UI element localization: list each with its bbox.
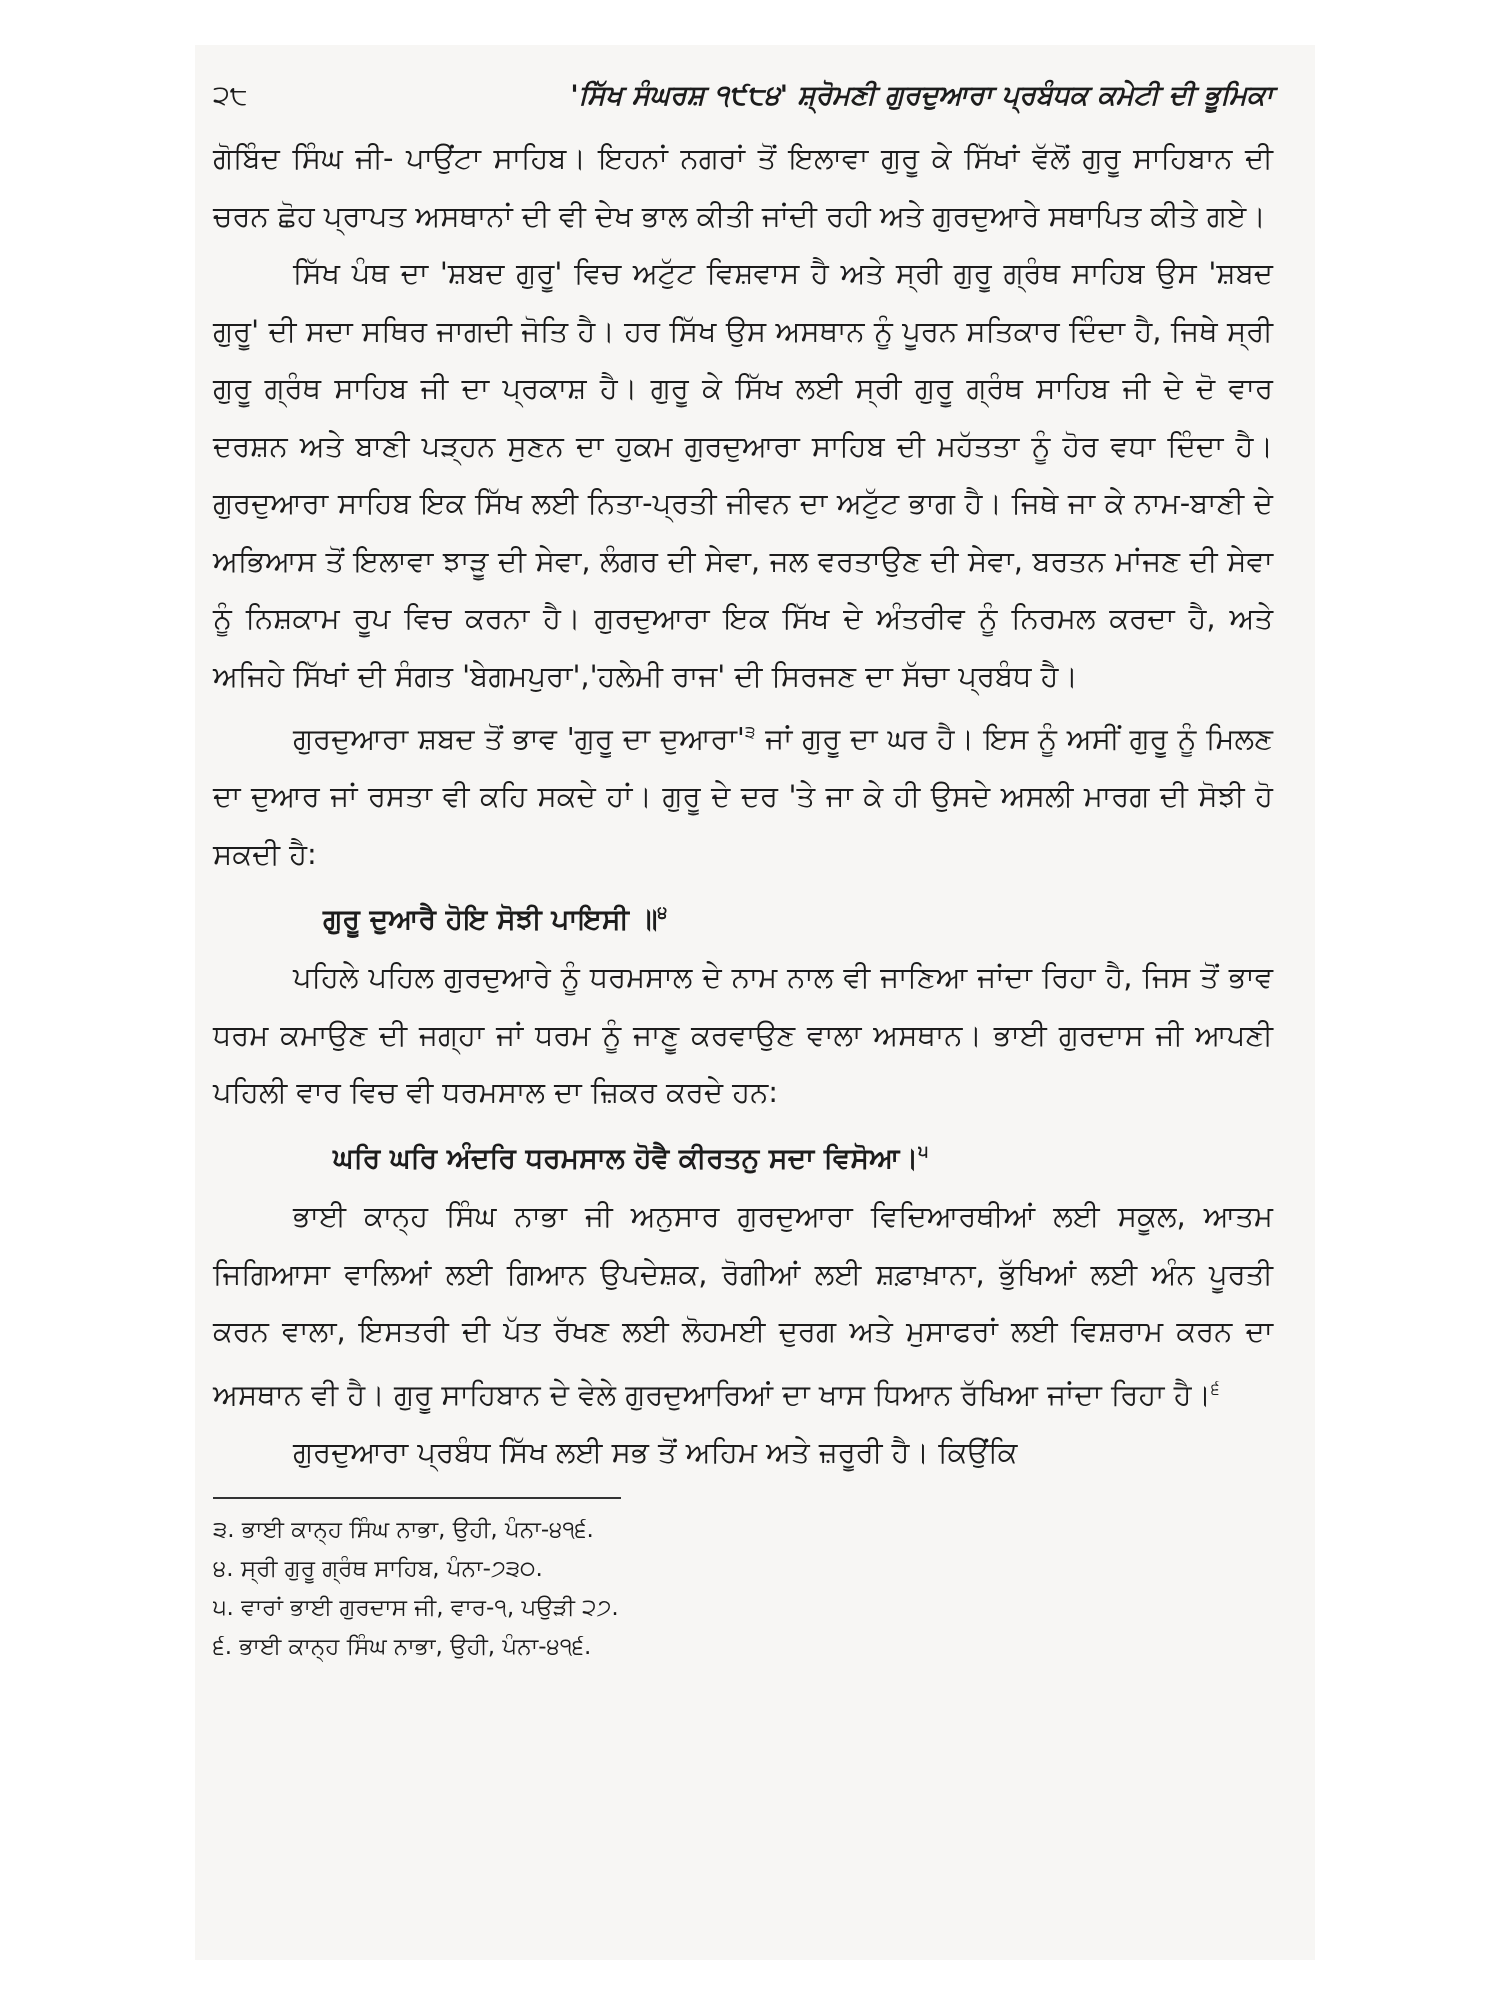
footnote-ref-6: ੬ [1211,1378,1220,1399]
footnote-ref-4: ੪ [657,903,668,924]
footnote-6: ੬. ਭਾਈ ਕਾਨ੍ਹ ਸਿੰਘ ਨਾਭਾ, ਉਹੀ, ਪੰਨਾ-੪੧੬. [213,1634,592,1661]
quote-2-text: ਘਰਿ ਘਰਿ ਅੰਦਰਿ ਧਰਮਸਾਲ ਹੋਵੈ ਕੀਰਤਨੁ ਸਦਾ ਵਿਸੋਆ। [333,1141,919,1175]
paragraph-3-text-b: ਜਾਂ ਗੁਰੂ ਦਾ ਘਰ ਹੈ। ਇਸ ਨੂੰ ਅਸੀਂ ਗੁਰੂ ਨੂੰ ਮਿਲਣ ਦਾ ਦੁਆਰ ਜਾਂ ਰਸਤਾ ਵੀ ਕਹਿ ਸਕਦੇ ਹਾਂ। ਗੁਰੂ ਦੇ ਦਰ 'ਤੇ ਜਾ ਕੇ ਹੀ ਉਸਦੇ ਅਸਲੀ ਮਾਰਗ ਦੀ ਸੋਝੀ ਹੋ ਸਕਦੀ ਹੈ: [213,721,1274,871]
running-header [213,70,1273,130]
running-title: 'ਸਿੱਖ ਸੰਘਰਸ਼ ੧੯੮੪' ਸ਼੍ਰੋਮਣੀ ਗੁਰਦੁਆਰਾ ਪ੍ਰਬੰਧਕ ਕਮੇਟੀ ਦੀ ਭੂਮਿਕਾ [570,80,1273,111]
footnote-3: ੩. ਭਾਈ ਕਾਨ੍ਹ ਸਿੰਘ ਨਾਭਾ, ਉਹੀ, ਪੰਨਾ-੪੧੬. [213,1517,594,1544]
paragraph-6: ਗੁਰਦੁਆਰਾ ਪ੍ਰਬੰਧ ਸਿੱਖ ਲਈ ਸਭ ਤੋਂ ਅਹਿਮ ਅਤੇ ਜ਼ਰੂਰੀ ਹੈ। ਕਿਉਂਕਿ [293,1434,1018,1469]
scripture-quote-1 [213,883,1273,949]
quote-1-text: ਗੁਰੂ ਦੁਆਰੈ ਹੋਇ ਸੋਝੀ ਪਾਇਸੀ ॥ [323,902,658,936]
paragraph-3-text-a: ਗੁਰਦੁਆਰਾ ਸ਼ਬਦ ਤੋਂ ਭਾਵ 'ਗੁਰੂ ਦਾ ਦੁਆਰਾ' [293,721,745,756]
footnote-4: ੪. ਸ੍ਰੀ ਗੁਰੂ ਗ੍ਰੰਥ ਸਾਹਿਬ, ਪੰਨਾ-੭੩੦. [213,1556,543,1583]
page-number: ੨੮ [213,80,248,111]
paragraph-5-text: ਭਾਈ ਕਾਨ੍ਹ ਸਿੰਘ ਨਾਭਾ ਜੀ ਅਨੁਸਾਰ ਗੁਰਦੁਆਰਾ ਵਿਦਿਆਰਥੀਆਂ ਲਈ ਸਕੂਲ, ਆਤਮ ਜਿਗਿਆਸਾ ਵਾਲਿਆਂ ਲਈ ਗਿਆਨ ਉਪਦੇਸ਼ਕ, ਰੋਗੀਆਂ ਲਈ ਸ਼ਫ਼ਾਖ਼ਾਨਾ, ਭੁੱਖਿਆਂ ਲਈ ਅੰਨ ਪੂਰਤੀ ਕਰਨ ਵਾਲਾ, ਇਸਤਰੀ ਦੀ ਪੱਤ ਰੱਖਣ ਲਈ ਲੋਹਮਈ ਦੁਰਗ ਅਤੇ ਮੁਸਾਫਰਾਂ ਲਈ ਵਿਸ਼ਰਾਮ ਕਰਨ ਦਾ ਅਸਥਾਨ ਵੀ ਹੈ। ਗੁਰੂ ਸਾਹਿਬਾਨ ਦੇ ਵੇਲੇ ਗੁਰਦੁਆਰਿਆਂ ਦਾ ਖਾਸ ਧਿਆਨ ਰੱਖਿਆ ਜਾਂਦਾ ਰਿਹਾ ਹੈ। [213,1199,1273,1412]
paragraph-2: ਸਿੱਖ ਪੰਥ ਦਾ 'ਸ਼ਬਦ ਗੁਰੂ' ਵਿਚ ਅਟੁੱਟ ਵਿਸ਼ਵਾਸ ਹੈ ਅਤੇ ਸ੍ਰੀ ਗੁਰੂ ਗ੍ਰੰਥ ਸਾਹਿਬ ਉਸ 'ਸ਼ਬਦ ਗੁਰੂ' ਦੀ ਸਦਾ ਸਥਿਰ ਜਾਗਦੀ ਜੋਤਿ ਹੈ। ਹਰ ਸਿੱਖ ਉਸ ਅਸਥਾਨ ਨੂੰ ਪੂਰਨ ਸਤਿਕਾਰ ਦਿੰਦਾ ਹੈ, ਜਿਥੇ ਸ੍ਰੀ ਗੁਰੂ ਗ੍ਰੰਥ ਸਾਹਿਬ ਜੀ ਦਾ ਪ੍ਰਕਾਸ਼ ਹੈ। ਗੁਰੂ ਕੇ ਸਿੱਖ ਲਈ ਸ੍ਰੀ ਗੁਰੂ ਗ੍ਰੰਥ ਸਾਹਿਬ ਜੀ ਦੇ ਦੋ ਵਾਰ ਦਰਸ਼ਨ ਅਤੇ ਬਾਣੀ ਪੜ੍ਹਨ ਸੁਣਨ ਦਾ ਹੁਕਮ ਗੁਰਦੁਆਰਾ ਸਾਹਿਬ ਦੀ ਮਹੱਤਤਾ ਨੂੰ ਹੋਰ ਵਧਾ ਦਿੰਦਾ ਹੈ। ਗੁਰਦੁਆਰਾ ਸਾਹਿਬ ਇਕ ਸਿੱਖ ਲਈ ਨਿਤਾ-ਪ੍ਰਤੀ ਜੀਵਨ ਦਾ ਅਟੁੱਟ ਭਾਗ ਹੈ। ਜਿਥੇ ਜਾ ਕੇ ਨਾਮ-ਬਾਣੀ ਦੇ ਅਭਿਆਸ ਤੋਂ ਇਲਾਵਾ ਝਾੜੂ ਦੀ ਸੇਵਾ, ਲੰਗਰ ਦੀ ਸੇਵਾ, ਜਲ ਵਰਤਾਉਣ ਦੀ ਸੇਵਾ, ਬਰਤਨ ਮਾਂਜਣ ਦੀ ਸੇਵਾ ਨੂੰ ਨਿਸ਼ਕਾਮ ਰੂਪ ਵਿਚ ਕਰਨਾ ਹੈ। ਗੁਰਦੁਆਰਾ ਇਕ ਸਿੱਖ ਦੇ ਅੰਤਰੀਵ ਨੂੰ ਨਿਰਮਲ ਕਰਦਾ ਹੈ, ਅਤੇ ਅਜਿਹੇ ਸਿੱਖਾਂ ਦੀ ਸੰਗਤ 'ਬੇਗਮਪੁਰਾ','ਹਲੇਮੀ ਰਾਜ' ਦੀ ਸਿਰਜਣ ਦਾ ਸੱਚਾ ਪ੍ਰਬੰਧ ਹੈ। [213,256,1273,693]
paragraph-4: ਪਹਿਲੇ ਪਹਿਲ ਗੁਰਦੁਆਰੇ ਨੂੰ ਧਰਮਸਾਲ ਦੇ ਨਾਮ ਨਾਲ ਵੀ ਜਾਣਿਆ ਜਾਂਦਾ ਰਿਹਾ ਹੈ, ਜਿਸ ਤੋਂ ਭਾਵ ਧਰਮ ਕਮਾਉਣ ਦੀ ਜਗ੍ਹਾ ਜਾਂ ਧਰਮ ਨੂੰ ਜਾਣੂ ਕਰਵਾਉਣ ਵਾਲਾ ਅਸਥਾਨ। ਭਾਈ ਗੁਰਦਾਸ ਜੀ ਆਪਣੀ ਪਹਿਲੀ ਵਾਰ ਵਿਚ ਵੀ ਧਰਮਸਾਲ ਦਾ ਜ਼ਿਕਰ ਕਰਦੇ ਹਨ: [213,960,1273,1110]
footnote-ref-5: ੫ [918,1141,929,1162]
scripture-quote-2 [213,1122,1273,1188]
paragraph-5 [213,1188,1273,1424]
page-content [213,70,1273,1667]
footnote-divider [213,1497,621,1499]
footnote-ref-3: ੩ [744,723,756,743]
footnote-5: ੫. ਵਾਰਾਂ ਭਾਈ ਗੁਰਦਾਸ ਜੀ, ਵਾਰ-੧, ਪਉੜੀ ੨੭. [213,1595,619,1622]
paragraph-3 [213,705,1273,883]
paragraph-1: ਗੋਬਿੰਦ ਸਿੰਘ ਜੀ- ਪਾਉਂਟਾ ਸਾਹਿਬ। ਇਹਨਾਂ ਨਗਰਾਂ ਤੋਂ ਇਲਾਵਾ ਗੁਰੂ ਕੇ ਸਿੱਖਾਂ ਵੱਲੋਂ ਗੁਰੂ ਸਾਹਿਬਾਨ ਦੀ ਚਰਨ ਛੋਹ ਪ੍ਰਾਪਤ ਅਸਥਾਨਾਂ ਦੀ ਵੀ ਦੇਖ ਭਾਲ ਕੀਤੀ ਜਾਂਦੀ ਰਹੀ ਅਤੇ ਗੁਰਦੁਆਰੇ ਸਥਾਪਿਤ ਕੀਤੇ ਗਏ। [213,141,1273,233]
